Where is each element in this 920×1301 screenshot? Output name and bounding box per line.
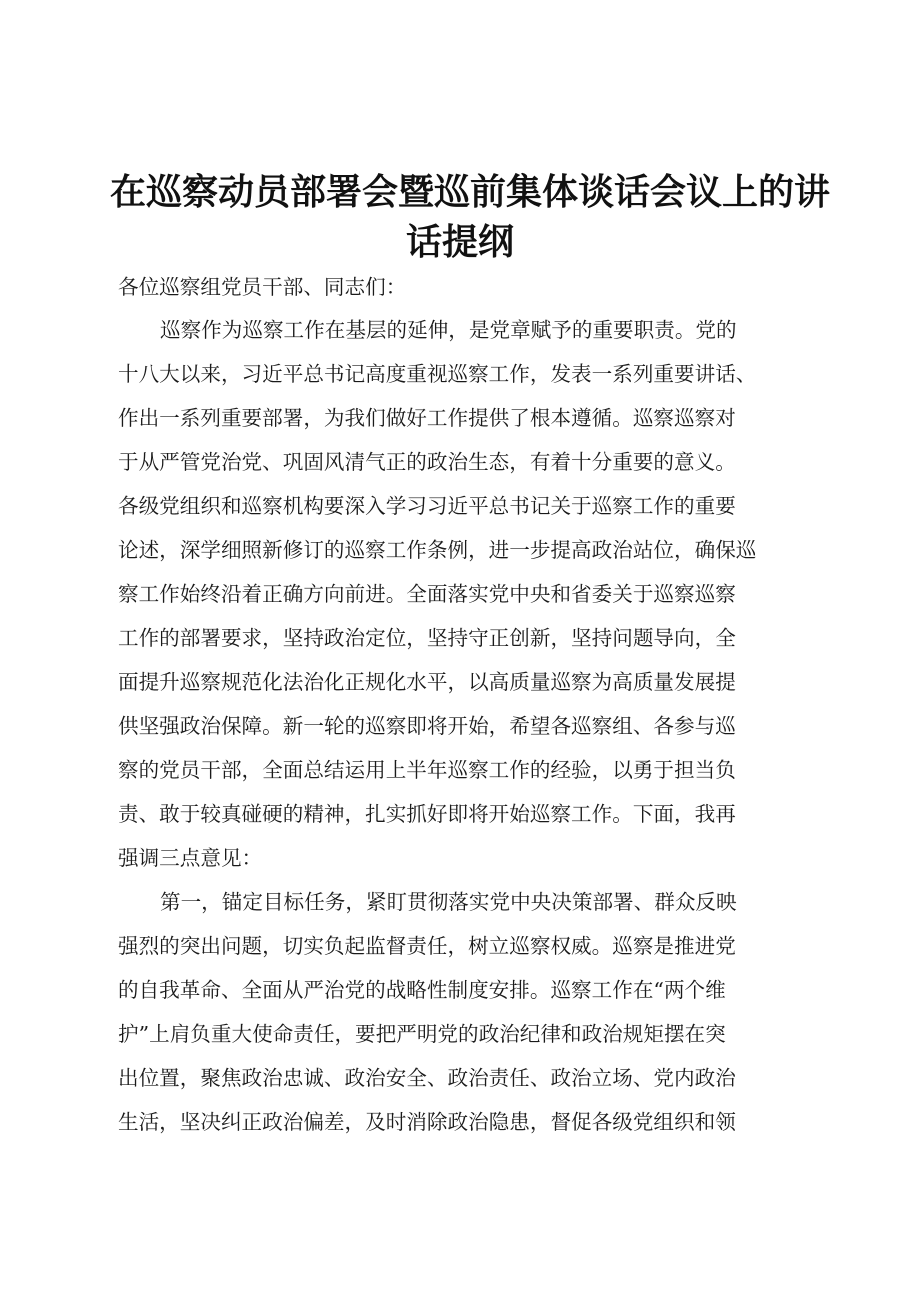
- salutation: 各位巡察组党员干部、同志们：: [118, 275, 407, 299]
- paragraph-1-line: 责、敢于较真碰硬的精神，扎实抓好即将开始巡察工作。下面，我再: [118, 802, 736, 826]
- paragraph-1-line: 察工作始终沿着正确方向前进。全面落实党中央和省委关于巡察巡察: [118, 582, 736, 606]
- paragraph-1-line: 作出一系列重要部署，为我们做好工作提供了根本遵循。巡察巡察对: [118, 406, 736, 430]
- paragraph-2-line: 第一，锚定目标任务，紧盯贯彻落实党中央决策部署、群众反映: [160, 890, 737, 914]
- paragraph-2-line: 强烈的突出问题，切实负起监督责任，树立巡察权威。巡察是推进党: [118, 934, 736, 958]
- paragraph-2-line: 护”上肩负重大使命责任，要把严明党的政治纪律和政治规矩摆在突: [118, 1022, 726, 1046]
- paragraph-2-line: 的自我革命、全面从严治党的战略性制度安排。巡察工作在“两个维: [118, 978, 726, 1002]
- paragraph-1-line: 论述，深学细照新修订的巡察工作条例，进一步提高政治站位，确保巡: [118, 538, 757, 562]
- paragraph-1-line: 强调三点意见：: [118, 846, 263, 870]
- paragraph-1-line: 于从严管党治党、巩固风清气正的政治生态，有着十分重要的意义。: [118, 450, 736, 474]
- paragraph-2-line: 出位置，聚焦政治忠诚、政治安全、政治责任、政治立场、党内政治: [118, 1066, 736, 1090]
- paragraph-1-line: 各级党组织和巡察机构要深入学习习近平总书记关于巡察工作的重要: [118, 494, 736, 518]
- document-title-line-2: 话提纲: [405, 222, 514, 263]
- paragraph-1-line: 巡察作为巡察工作在基层的延伸，是党章赋予的重要职责。党的: [160, 318, 737, 342]
- paragraph-2-line: 生活，坚决纠正政治偏差，及时消除政治隐患，督促各级党组织和领: [118, 1110, 736, 1134]
- paragraph-1-line: 十八大以来，习近平总书记高度重视巡察工作，发表一系列重要讲话、: [118, 362, 757, 386]
- paragraph-1-line: 供坚强政治保障。新一轮的巡察即将开始，希望各巡察组、各参与巡: [118, 714, 736, 738]
- paragraph-1-line: 面提升巡察规范化法治化正规化水平，以高质量巡察为高质量发展提: [118, 670, 736, 694]
- paragraph-1-line: 工作的部署要求，坚持政治定位，坚持守正创新，坚持问题导向，全: [118, 626, 736, 650]
- document-title-line-1: 在巡察动员部署会暨巡前集体谈话会议上的讲: [110, 172, 831, 213]
- paragraph-1-line: 察的党员干部，全面总结运用上半年巡察工作的经验，以勇于担当负: [118, 758, 736, 782]
